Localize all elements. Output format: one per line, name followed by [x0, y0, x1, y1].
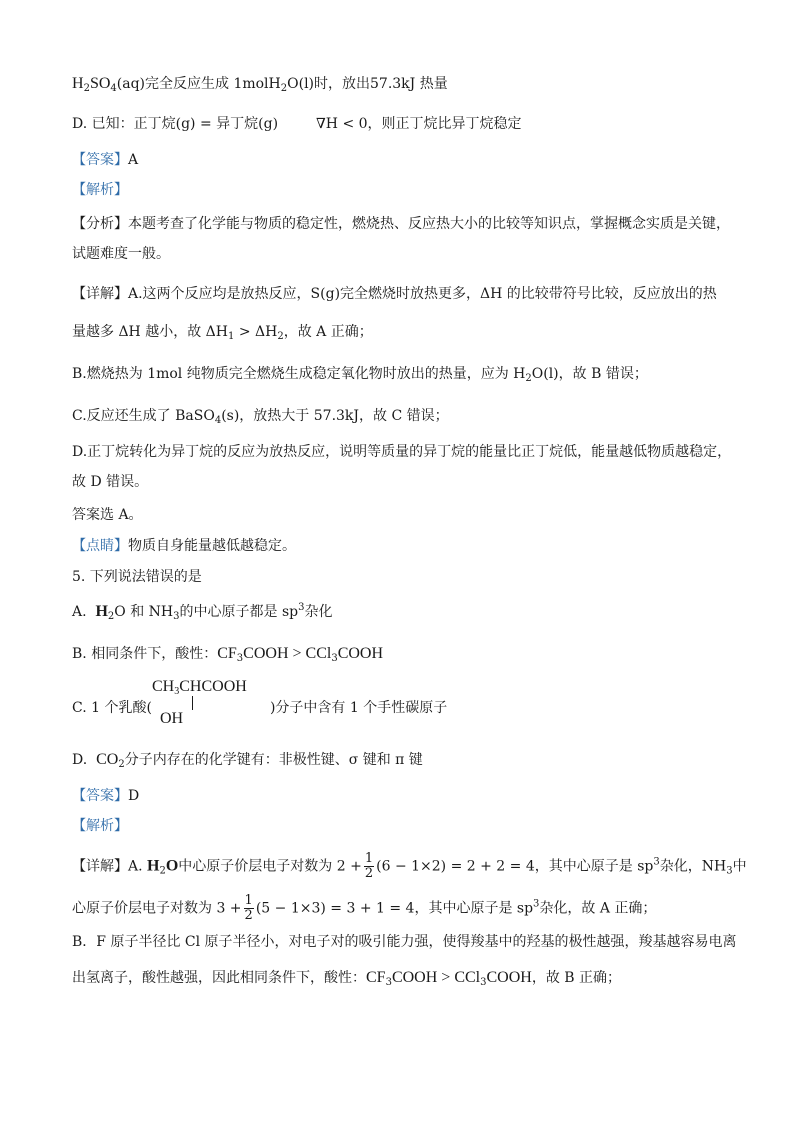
q5-xiangjie-a-line1: 【详解】A. $H_2O$中心原子价层电子对数为 2 + $\frac{1}{2}$ (6 − 1×2) = 2 + 2 = 4，其中心原子是 $sp^3$杂化，$NH_3$中	[72, 851, 747, 881]
q4-option-c-cont: $H_2SO_4(aq)$完全反应生成 1molH$_2$O(l)时，放出57.3kJ 热量	[72, 75, 448, 94]
q4-fenxi-line1: 【分析】本题考查了化学能与物质的稳定性，燃烧热、反应热大小的比较等知识点，掌握概念实质是关键，	[72, 216, 730, 232]
q4-xiangjie-a-line1: 【详解】A.这两个反应均是放热反应，S(g)完全燃烧时放热更多，ΔH 的比较带符号比较，反应放出的热	[72, 286, 717, 302]
q4-xiangjie-a-line2: 量越多 ΔH 越小，故 $\Delta H_1 > \Delta H_2$，故 A 正确；	[72, 324, 373, 342]
q4-xiangjie-d-line1: D.正丁烷转化为异丁烷的反应为放热反应，说明等质量的异丁烷的能量比正丁烷低，能量越低物质越稳定，	[72, 444, 732, 460]
q4-dianjing: 【点睛】物质自身能量越低越稳定。	[72, 538, 296, 554]
q4-xiangjie-b: B.燃烧热为 1mol 纯物质完全燃烧生成稳定氧化物时放出的热量，应为 $H_2O(l)$，故 B 错误；	[72, 366, 648, 384]
fraction: $\frac{1}{2}$	[244, 893, 253, 923]
q4-conclusion: 答案选 A。	[72, 507, 143, 523]
fraction: $\frac{1}{2}$	[364, 851, 374, 881]
q5-stem: 5. 下列说法错误的是	[72, 569, 202, 585]
q5-xiangjie-b-line2: 出氢离子，酸性越强，因此相同条件下，酸性：$CF_3COOH$ > CCl$_3$COOH，故 B 正确；	[72, 969, 622, 988]
q4-xiangjie-d-line2: 故 D 错误。	[72, 474, 149, 490]
lactic-acid-structure: $CH_3CHCOOH$ OH	[152, 678, 247, 727]
q4-option-d: D. 已知：正丁烷(g) = 异丁烷(g) ∇H < 0，则正丁烷比异丁烷稳定	[72, 116, 522, 132]
q4-xiangjie-c: C.反应还生成了 BaSO$_4$(s)，放热大于 57.3kJ，故 C 错误；	[72, 408, 449, 426]
q5-option-c: C. 1 个乳酸( )分子中含有 1 个手性碳原子	[72, 700, 448, 716]
q5-analysis-tag: 【解析】	[72, 818, 128, 834]
q4-answer: 【答案】A	[72, 152, 139, 168]
q5-option-b: B. 相同条件下，酸性：$CF_3COOH$ > CCl$_3$COOH	[72, 645, 384, 664]
q4-fenxi-line2: 试题难度一般。	[72, 246, 170, 262]
q5-xiangjie-a-line2: 心原子价层电子对数为 3 + $\frac{1}{2}$ (5 − 1×3) = 3 + 1 = 4，其中心原子是 $sp^3$杂化，故 A 正确；	[72, 893, 657, 923]
q4-analysis-tag: 【解析】	[72, 182, 128, 198]
q5-option-d: D. $CO_2$分子内存在的化学键有：非极性键、σ 键和 π 键	[72, 751, 423, 770]
q5-option-a: A. $H_2O$ 和 $NH_3$的中心原子都是 $sp^3$杂化	[72, 602, 333, 622]
q5-answer: 【答案】D	[72, 788, 140, 804]
answer-tag: 【答案】	[72, 152, 128, 168]
q5-xiangjie-b-line1: B．F 原子半径比 Cl 原子半径小，对电子对的吸引能力强，使得羧基中的羟基的极性越强，羧基越容易电离	[72, 934, 737, 950]
bond-line	[192, 696, 193, 710]
